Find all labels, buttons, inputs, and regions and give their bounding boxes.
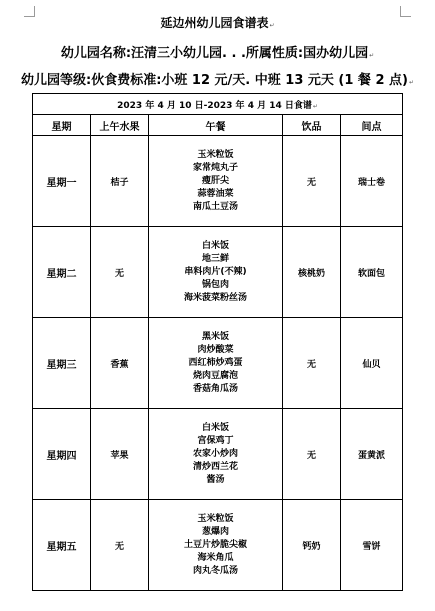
lunch-cell [149, 227, 283, 318]
paragraph-mark: ↵ [269, 22, 275, 29]
table-row [33, 318, 403, 409]
lunch-dish: 玉米粒饭 [197, 149, 234, 160]
lunch-dish: 香菇角瓜汤 [192, 383, 238, 394]
lunch-dish: 瘦肝尖 [201, 175, 229, 186]
document-title [0, 14, 435, 31]
lunch-dish: 酱汤 [206, 474, 225, 485]
paragraph-mark: ↵ [408, 79, 414, 86]
lunch-dish: 海米角瓜 [197, 552, 234, 563]
day-cell: 星期四 [33, 409, 91, 500]
snack-cell: 仙贝 [341, 318, 403, 409]
drink-cell: 核桃奶 [283, 227, 341, 318]
table-row [33, 227, 403, 318]
table-row [33, 409, 403, 500]
lunch-dish: 宫保鸡丁 [197, 435, 234, 446]
lunch-dish: 西红柿炒鸡蛋 [188, 357, 243, 368]
fruit-cell: 香蕉 [91, 318, 149, 409]
snack-cell: 瑞士卷 [341, 136, 403, 227]
lunch-dish: 土豆片炒脆尖椒 [183, 539, 247, 550]
drink-cell: 无 [283, 136, 341, 227]
lunch-dish: 海米菠菜粉丝汤 [183, 292, 247, 303]
fruit-cell: 桔子 [91, 136, 149, 227]
day-cell: 星期一 [33, 136, 91, 227]
header-row [33, 115, 403, 136]
paragraph-mark: ↵ [312, 102, 318, 110]
lunch-dish: 白米饭 [201, 240, 229, 251]
column-header: 饮品 [283, 115, 341, 136]
grade-label: 幼儿园等级: [20, 73, 92, 88]
day-cell: 星期二 [33, 227, 91, 318]
fruit-cell: 无 [91, 227, 149, 318]
snack-cell: 蛋黄派 [341, 409, 403, 500]
column-header: 午餐 [149, 115, 283, 136]
lunch-cell [149, 500, 283, 591]
day-cell: 星期三 [33, 318, 91, 409]
date-range-text: 2023 年 4 月 10 日-2023 年 4 月 14 日食谱 [117, 100, 312, 111]
fee-label: 伙食费标准: [91, 73, 162, 88]
table-row [33, 500, 403, 591]
lunch-dish: 肉丸冬瓜汤 [192, 565, 238, 576]
drink-cell: 钙奶 [283, 500, 341, 591]
fruit-cell: 无 [91, 500, 149, 591]
table-row [33, 136, 403, 227]
column-header: 间点 [341, 115, 403, 136]
nature-value: 国办幼儿园 [303, 46, 369, 61]
fruit-cell: 苹果 [91, 409, 149, 500]
nature-label: 所属性质: [245, 46, 304, 61]
drink-cell: 无 [283, 318, 341, 409]
lunch-dish: 蒜蓉油菜 [197, 188, 234, 199]
date-range-row [33, 94, 403, 115]
kindergarten-name-label: 幼儿园名称: [60, 46, 132, 61]
lunch-dish: 烧肉豆腐泡 [192, 370, 238, 381]
paragraph-mark: ↵ [369, 52, 375, 59]
lunch-dish: 锅包肉 [201, 279, 229, 290]
lunch-dish: 白米饭 [201, 422, 229, 433]
menu-table [32, 93, 403, 591]
column-header: 上午水果 [91, 115, 149, 136]
lunch-cell [149, 409, 283, 500]
snack-cell: 软面包 [341, 227, 403, 318]
lunch-dish: 玉米粒饭 [197, 513, 234, 524]
date-range-cell [33, 94, 403, 115]
kindergarten-name: 汪清三小幼儿园. . . [131, 46, 246, 61]
lunch-dish: 清炒西兰花 [192, 461, 238, 472]
lunch-dish: 串料肉片(不辣) [184, 266, 247, 277]
lunch-dish: 葱爆肉 [201, 526, 229, 537]
kindergarten-info-line [0, 42, 435, 61]
day-cell: 星期五 [33, 500, 91, 591]
lunch-dish: 南瓜土豆汤 [192, 201, 238, 212]
fee-value: 小班 12 元/天. 中班 13 元天 (1 餐 2 点) [161, 73, 408, 88]
column-header: 星期 [33, 115, 91, 136]
lunch-dish: 家常炖丸子 [192, 162, 238, 173]
fee-info-line [0, 69, 435, 88]
snack-cell: 雪饼 [341, 500, 403, 591]
lunch-cell [149, 318, 283, 409]
lunch-dish: 黑米饭 [201, 331, 229, 342]
drink-cell: 无 [283, 409, 341, 500]
lunch-dish: 肉炒酸菜 [197, 344, 234, 355]
lunch-dish: 地三鲜 [201, 253, 229, 264]
lunch-cell [149, 136, 283, 227]
lunch-dish: 农家小炒肉 [192, 448, 238, 459]
title-text: 延边州幼儿园食谱表 [160, 16, 269, 30]
